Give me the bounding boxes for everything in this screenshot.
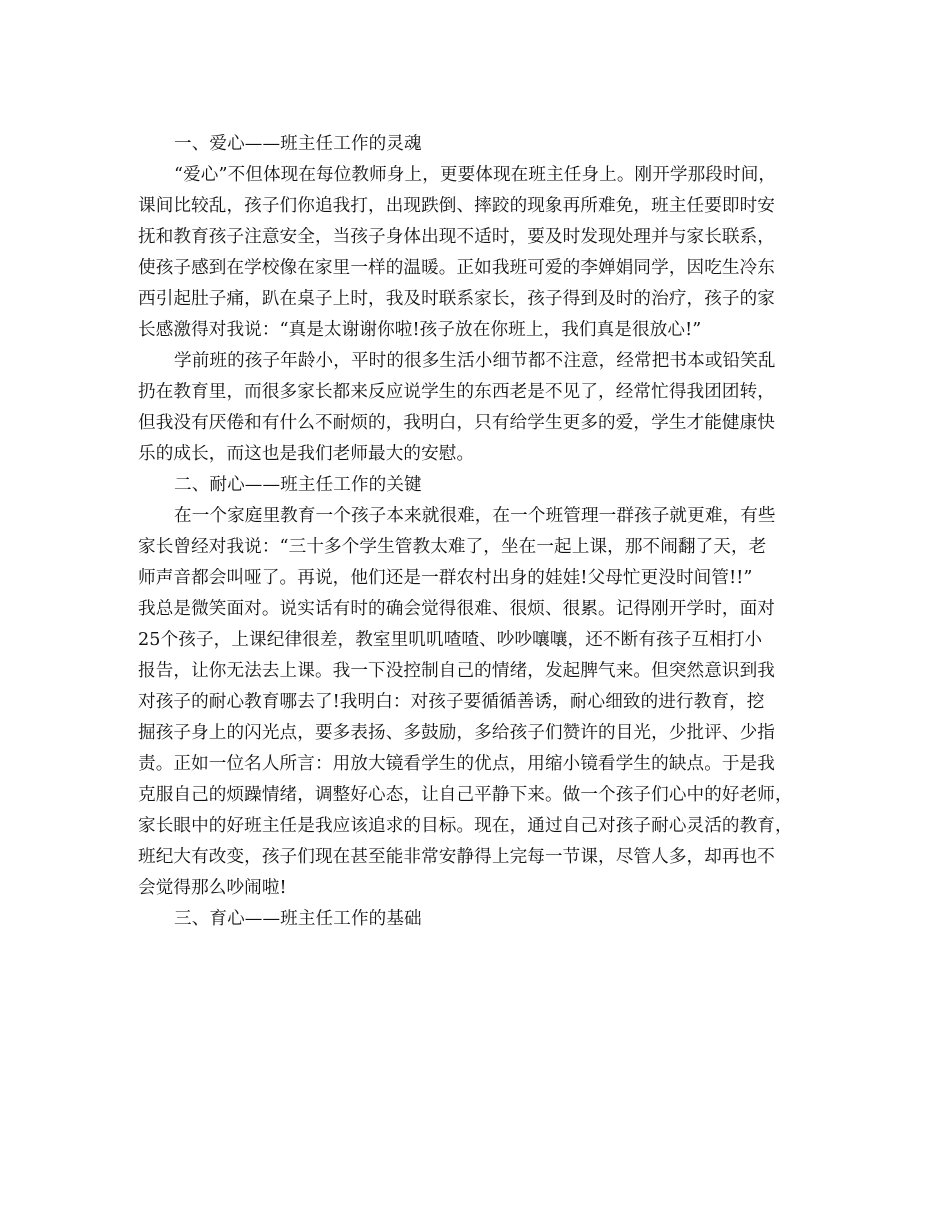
paragraph-line: 抚和教育孩子注意安全，当孩子身体出现不适时，要及时发现处理并与家长联系， bbox=[138, 227, 775, 247]
section-heading: 三、育心——班主任工作的基础 bbox=[174, 909, 422, 929]
paragraph-line: 学前班的孩子年龄小，平时的很多生活小细节都不注意，经常把书本或铅笑乱 bbox=[174, 351, 776, 371]
paragraph-line: 使孩子感到在学校像在家里一样的温暖。正如我班可爱的李婵娟同学，因吃生冷东 bbox=[138, 258, 775, 278]
paragraph-line: 但我没有厌倦和有什么不耐烦的，我明白，只有给学生更多的爱，学生才能健康快 bbox=[138, 413, 775, 433]
paragraph-line: 乐的成长，而这也是我们老师最大的安慰。 bbox=[138, 444, 475, 464]
paragraph-line: 会觉得那么吵闹啦! bbox=[138, 878, 287, 898]
paragraph-line: 家长曾经对我说：“三十多个学生管教太难了，坐在一起上课，那不闹翻了天，老 bbox=[138, 537, 767, 557]
section-heading: 二、耐心——班主任工作的关键 bbox=[174, 475, 422, 495]
paragraph-line: 报告，让你无法去上课。我一下没控制自己的情绪，发起脾气来。但突然意识到我 bbox=[138, 661, 775, 681]
paragraph-line: 家长眼中的好班主任是我应该追求的目标。现在，通过自己对孩子耐心灵活的教育， bbox=[138, 816, 793, 836]
paragraph-line: 在一个家庭里教育一个孩子本来就很难，在一个班管理一群孩子就更难，有些 bbox=[174, 506, 776, 526]
paragraph-line: 长感激得对我说：“真是太谢谢你啦!孩子放在你班上，我们真是很放心!” bbox=[138, 320, 702, 340]
paragraph-line: 课间比较乱，孩子们你追我打，出现跌倒、摔跤的现象再所难免，班主任要即时安 bbox=[138, 196, 775, 216]
paragraph-line: 我总是微笑面对。说实话有时的确会觉得很难、很烦、很累。记得刚开学时，面对 bbox=[138, 599, 775, 619]
paragraph-line: 扔在教育里，而很多家长都来反应说学生的东西老是不见了，经常忙得我团团转， bbox=[138, 382, 775, 402]
section-heading: 一、爱心——班主任工作的灵魂 bbox=[174, 134, 422, 154]
paragraph-line: 对孩子的耐心教育哪去了!我明白：对孩子要循循善诱，耐心细致的进行教育，挖 bbox=[138, 692, 765, 712]
paragraph-line: 克服自己的烦躁情绪，调整好心态，让自己平静下来。做一个孩子们心中的好老师， bbox=[138, 785, 793, 805]
paragraph-line: 师声音都会叫哑了。再说，他们还是一群农村出身的娃娃!父母忙更没时间管!!” bbox=[138, 568, 753, 588]
paragraph-line: 责。正如一位名人所言：用放大镜看学生的优点，用缩小镜看学生的缺点。于是我 bbox=[138, 754, 775, 774]
paragraph-line: 班纪大有改变，孩子们现在甚至能非常安静得上完每一节课，尽管人多，却再也不 bbox=[138, 847, 775, 867]
paragraph-line: 西引起肚子痛，趴在桌子上时，我及时联系家长，孩子得到及时的治疗，孩子的家 bbox=[138, 289, 775, 309]
document-body bbox=[138, 129, 828, 935]
paragraph-line: 25个孩子，上课纪律很差，教室里叽叽喳喳、吵吵嚷嚷，还不断有孩子互相打小 bbox=[138, 630, 763, 650]
paragraph-line: “爱心”不但体现在每位教师身上，更要体现在班主任身上。刚开学那段时间， bbox=[174, 165, 777, 185]
paragraph-line: 掘孩子身上的闪光点，要多表扬、多鼓励，多给孩子们赞许的目光，少批评、少指 bbox=[138, 723, 775, 743]
